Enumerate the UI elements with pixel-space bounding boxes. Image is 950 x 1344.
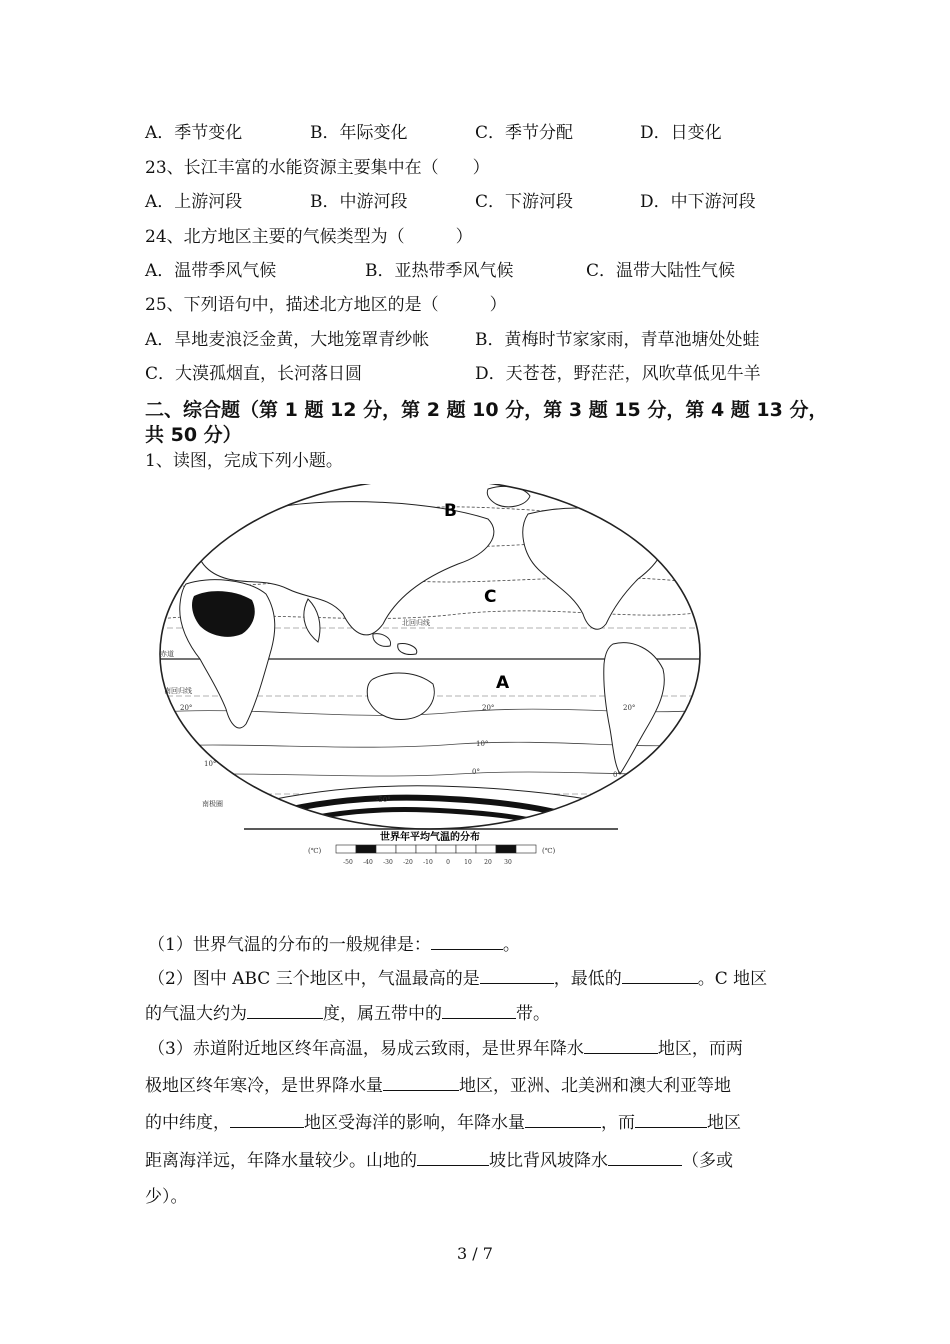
answer-blank[interactable] (431, 933, 503, 950)
answer-blank[interactable] (635, 1111, 707, 1128)
subq-3-line5: 少）。 (145, 1187, 188, 1207)
legend-tick: 10 (464, 859, 472, 866)
subq-2-line1 (148, 967, 767, 990)
section2-heading-line1: 二、综合题（第 1 题 12 分，第 2 题 10 分，第 3 题 15 分，第 4 题 13 分， (145, 399, 828, 421)
subq-3-line3 (145, 1111, 741, 1134)
isotherm-label: 0° (613, 771, 621, 779)
answer-blank[interactable] (230, 1111, 304, 1128)
isotherm-label: 20° (623, 704, 636, 712)
subq-1-suffix: 。 (502, 935, 520, 955)
subq-1-text: （1）世界气温的分布的一般规律是： (148, 935, 431, 955)
label-equator: 赤道 (160, 650, 174, 658)
text: ，而 (601, 1113, 635, 1133)
q25-option-a: A．旱地麦浪泛金黄，大地笼罩青纱帐 (145, 330, 430, 350)
isotherm-label: 20° (482, 704, 495, 712)
label-antarctic: 南极圈 (202, 800, 223, 808)
isotherm-label: 0° (472, 768, 480, 776)
q23-option-a: A．上游河段 (145, 192, 243, 212)
text: （多或 (682, 1151, 733, 1171)
q23-option-d: D．中下游河段 (640, 192, 756, 212)
text: 地区受海洋的影响，年降水量 (304, 1113, 525, 1133)
text: 的中纬度， (145, 1113, 230, 1133)
subq-3-line4 (145, 1149, 733, 1172)
text: ，最低的 (553, 969, 622, 989)
text: 。C 地区 (697, 969, 768, 989)
map-caption: 世界年平均气温的分布 (380, 832, 480, 843)
legend-tick: -40 (363, 859, 373, 866)
temperature-legend (308, 845, 556, 866)
map-label-a: A (496, 673, 510, 693)
q22-option-c: C．季节分配 (475, 123, 574, 143)
legend-left-unit: (℃) (308, 847, 322, 855)
subq-3-line2 (145, 1074, 731, 1097)
subq-1 (148, 933, 520, 956)
text: （3）赤道附近地区终年高温，易成云致雨，是世界年降水 (148, 1039, 584, 1059)
isotherm-label: -50° (376, 796, 391, 804)
text: 地区 (707, 1113, 741, 1133)
answer-blank[interactable] (584, 1037, 658, 1054)
page-number: 3 / 7 (457, 1244, 493, 1263)
subq-2-line2 (145, 1002, 550, 1025)
q1-stem: 1、读图，完成下列小题。 (145, 451, 343, 471)
text: 坡比背风坡降水 (489, 1151, 608, 1171)
text: 极地区终年寒冷，是世界降水量 (145, 1076, 383, 1096)
isotherm-label: 10° (204, 760, 217, 768)
label-north-tropic: 北回归线 (402, 619, 430, 627)
answer-blank[interactable] (608, 1149, 682, 1166)
legend-tick: -30 (383, 859, 393, 866)
q23-option-b: B．中游河段 (310, 192, 408, 212)
map-label-c: C (484, 587, 497, 607)
q24-stem: 24、北方地区主要的气候类型为（ ） (145, 227, 473, 247)
q23-stem: 23、长江丰富的水能资源主要集中在（ ） (145, 158, 490, 178)
isotherm-label: 10° (476, 740, 489, 748)
legend-tick: -50 (343, 859, 353, 866)
q24-option-c: C．温带大陆性气候 (586, 261, 736, 281)
label-south-tropic: 南回归线 (164, 687, 192, 695)
map-label-b: B (444, 501, 457, 521)
q25-option-d: D．天苍苍，野茫茫，风吹草低见牛羊 (475, 364, 761, 384)
answer-blank[interactable] (622, 967, 698, 984)
legend-tick: 30 (504, 859, 512, 866)
answer-blank[interactable] (417, 1149, 489, 1166)
text: 距离海洋远，年降水量较少。山地的 (145, 1151, 417, 1171)
world-temperature-map (158, 484, 706, 876)
q24-option-a: A．温带季风气候 (145, 261, 277, 281)
legend-tick: 20 (484, 859, 492, 866)
legend-tick: -10 (423, 859, 433, 866)
q22-option-b: B．年际变化 (310, 123, 408, 143)
text: 的气温大约为 (145, 1004, 247, 1024)
text: 地区，而两 (657, 1039, 743, 1059)
text: 地区，亚洲、北美洲和澳大利亚等地 (459, 1076, 731, 1096)
text: 度，属五带中的 (323, 1004, 442, 1024)
answer-blank[interactable] (383, 1074, 459, 1091)
legend-tick: 0 (446, 859, 450, 866)
answer-blank[interactable] (442, 1002, 516, 1019)
answer-blank[interactable] (480, 967, 554, 984)
subq-3-line1 (148, 1037, 743, 1060)
legend-tick: -20 (403, 859, 413, 866)
q22-option-d: D．日变化 (640, 123, 722, 143)
isotherm-label: 20° (180, 704, 193, 712)
section2-heading-line2: 共 50 分） (145, 424, 242, 446)
q24-option-b: B．亚热带季风气候 (365, 261, 514, 281)
q25-option-b: B．黄梅时节家家雨，青草池塘处处蛙 (475, 330, 760, 350)
legend-right-unit: (℃) (542, 847, 556, 855)
answer-blank[interactable] (525, 1111, 601, 1128)
answer-blank[interactable] (247, 1002, 323, 1019)
text: 带。 (516, 1004, 550, 1024)
q23-option-c: C．下游河段 (475, 192, 574, 212)
q22-option-a: A．季节变化 (145, 123, 243, 143)
q25-stem: 25、下列语句中，描述北方地区的是（ ） (145, 295, 507, 315)
text: （2）图中 ABC 三个地区中，气温最高的是 (148, 969, 480, 989)
q25-option-c: C．大漠孤烟直，长河落日圆 (145, 364, 363, 384)
